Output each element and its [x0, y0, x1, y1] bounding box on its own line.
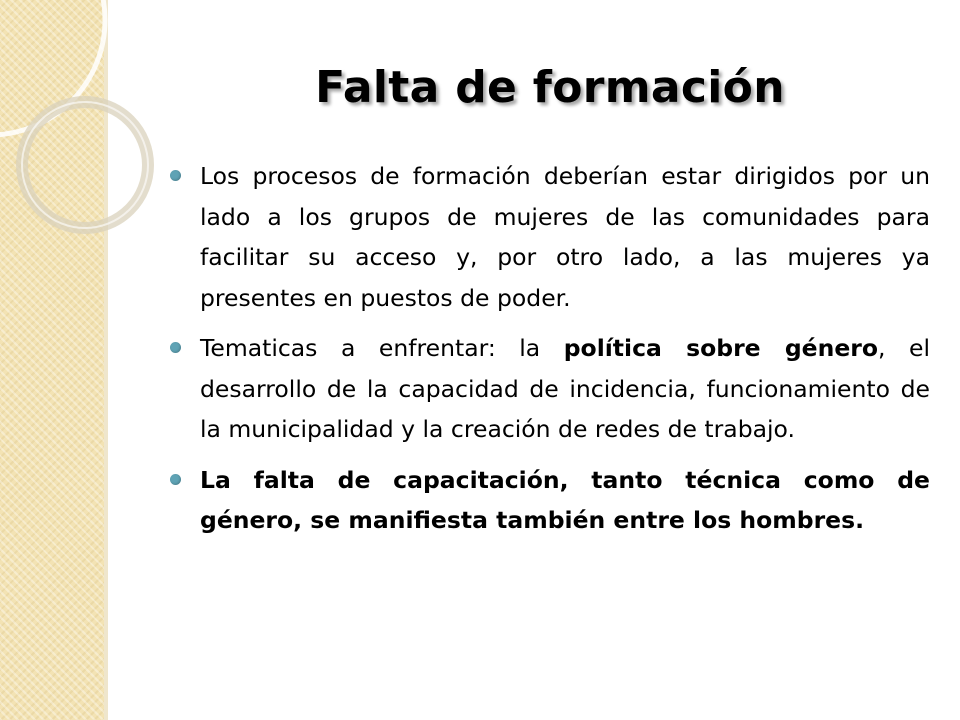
- bullet-text-bold: política sobre género: [563, 334, 878, 362]
- bullet-text: Los procesos de formación deberían estar dirigidos por un lado a los grupos de mujeres de las comunidades para facilitar su acceso y, por otro lado, a las mujeres ya presentes en puestos de poder.: [200, 162, 930, 312]
- bullet-text-before: Tematicas a enfrentar: la: [200, 334, 564, 362]
- slide-title: Falta de formación: [315, 62, 785, 113]
- bullet-item: [170, 460, 930, 541]
- bullet-text-after: , el desarrollo de la capacidad de incidencia, funcionamiento de la municipalidad y la creación de redes de trabajo.: [200, 334, 930, 443]
- bullet-dot-icon: [170, 474, 181, 485]
- bullet-text: La falta de capacitación, tanto técnica como de género, se manifiesta también entre los hombres.: [200, 465, 930, 534]
- bullet-dot-icon: [170, 342, 181, 353]
- bullet-list: [170, 156, 930, 551]
- bullet-dot-icon: [170, 170, 181, 181]
- bullet-text: [200, 334, 930, 443]
- bullet-item: [170, 156, 930, 318]
- bullet-item: [170, 328, 930, 450]
